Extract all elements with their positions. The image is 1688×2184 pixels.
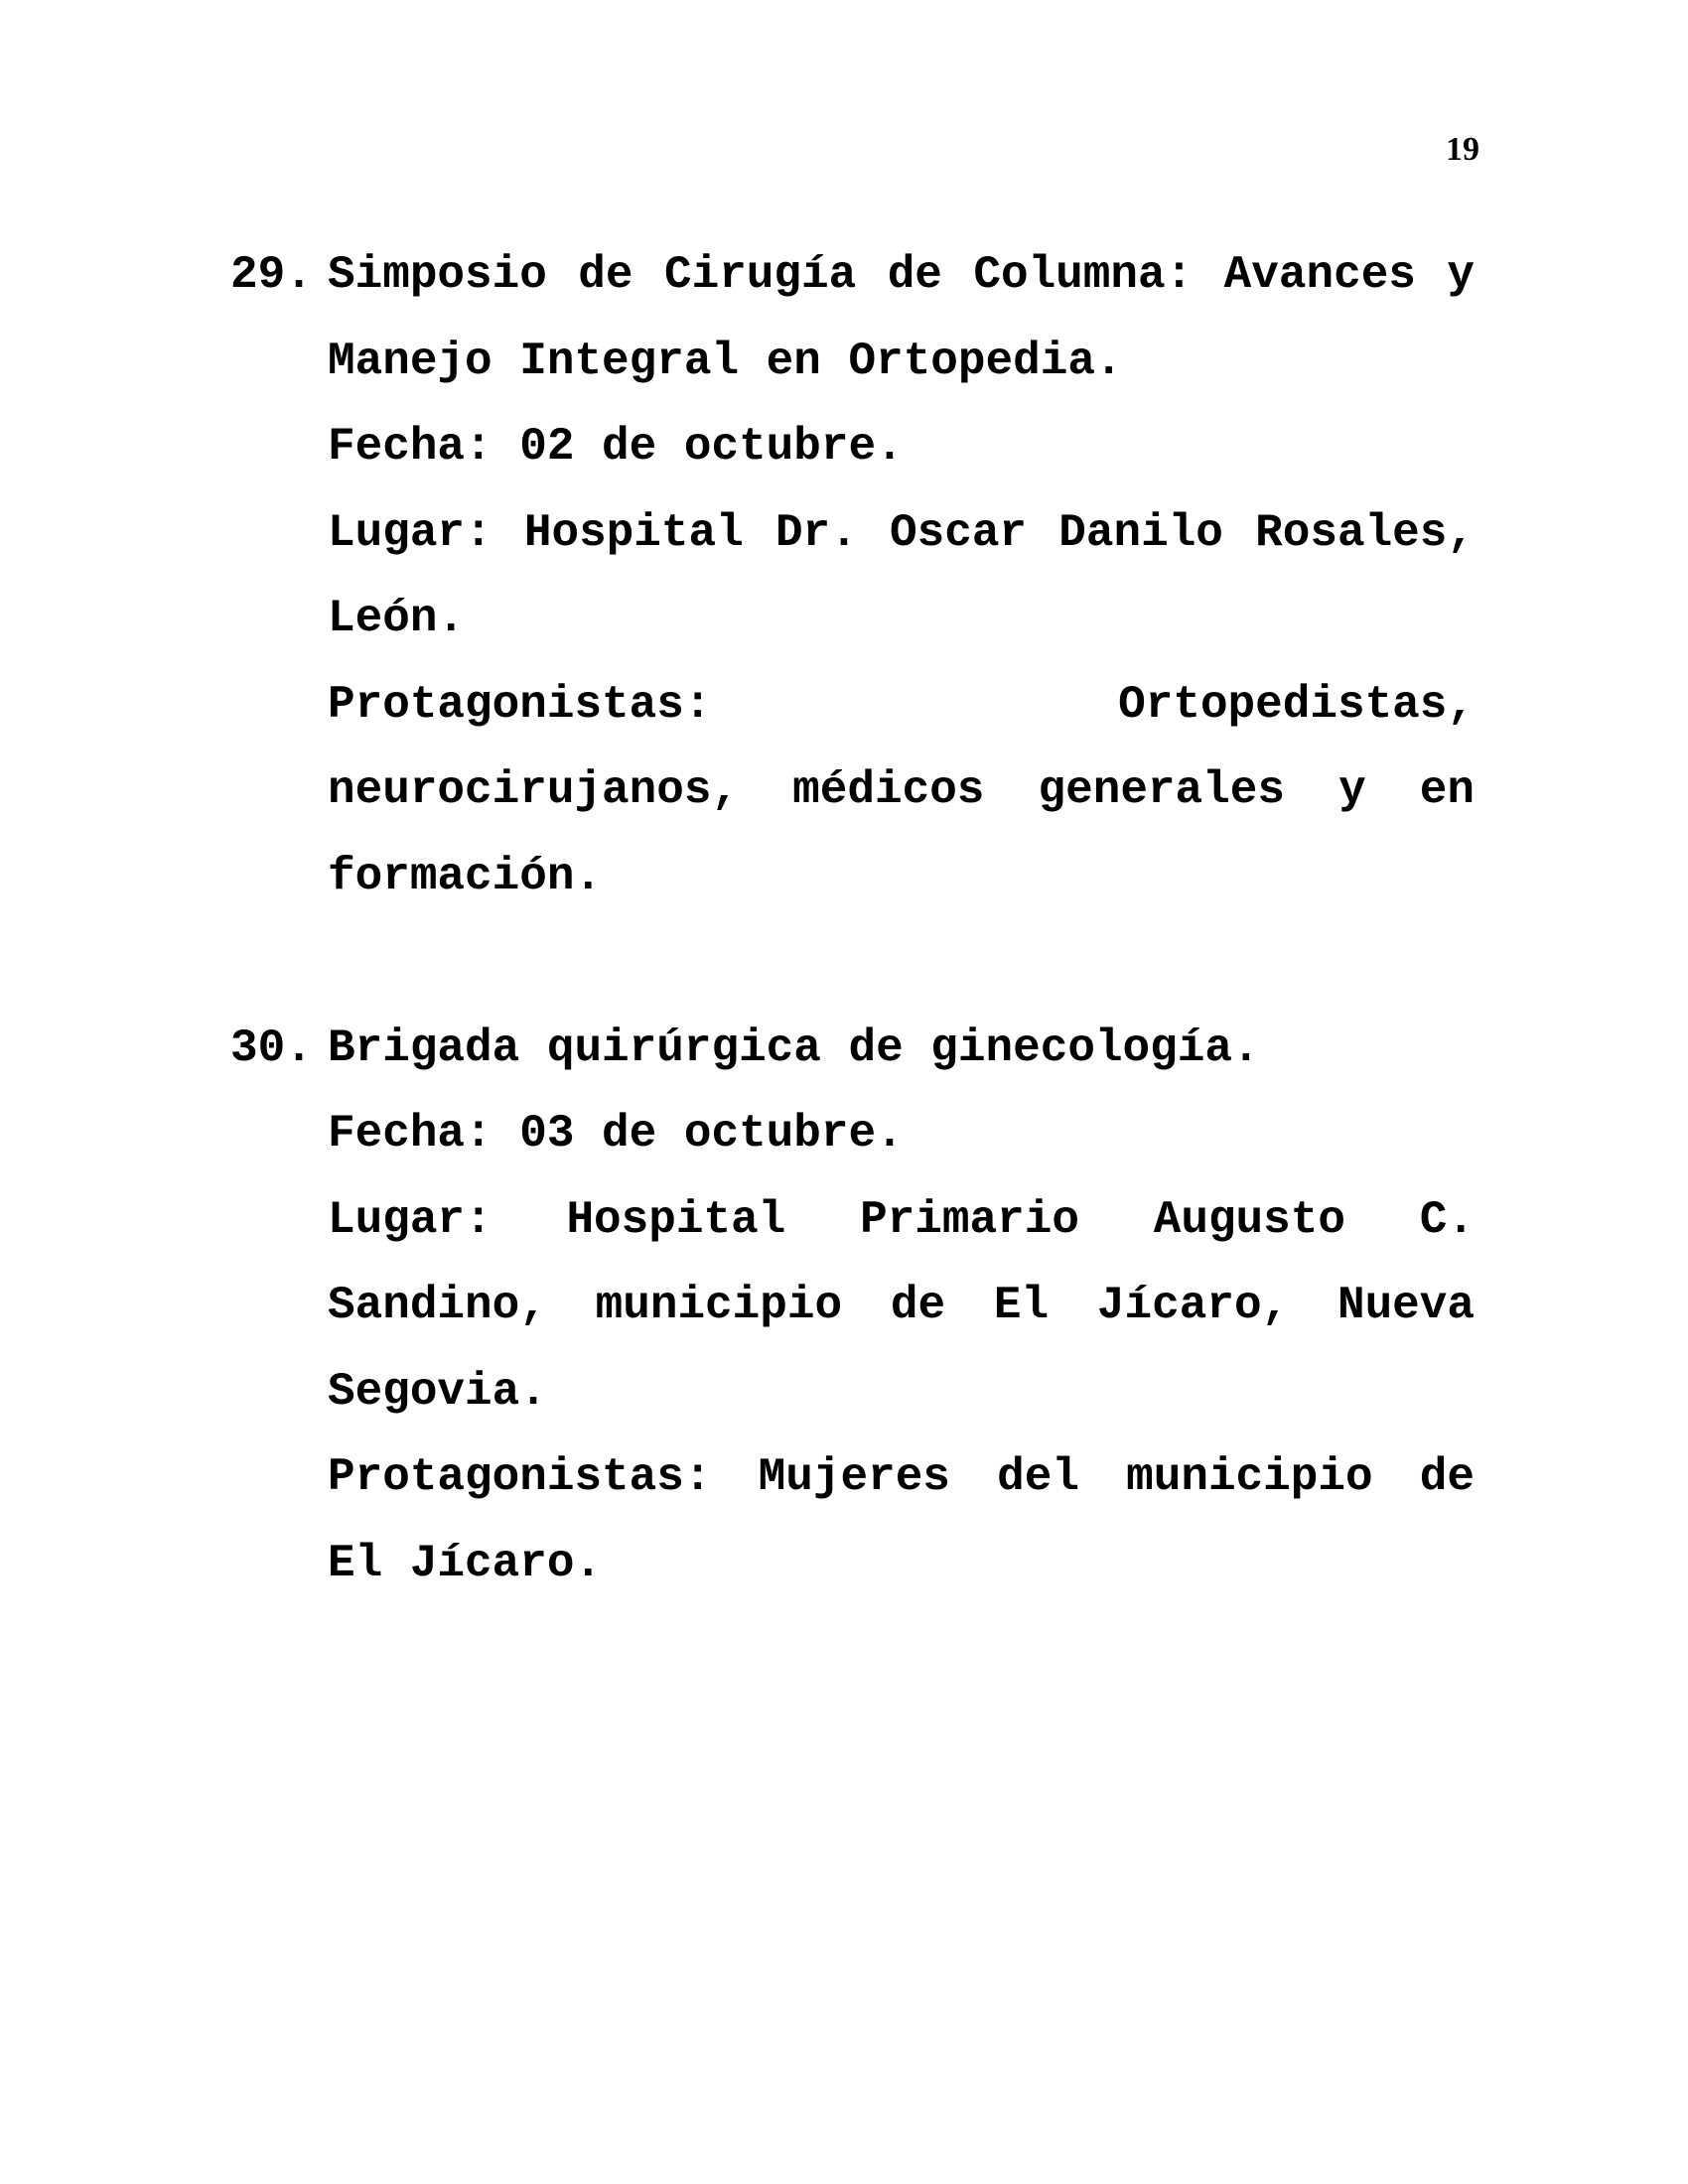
page-number: 19 bbox=[1446, 131, 1479, 168]
event-list bbox=[230, 232, 1475, 1693]
entry-date: Fecha: 02 de octubre. bbox=[328, 421, 904, 473]
event-entry-29 bbox=[230, 232, 1475, 919]
entry-date: Fecha: 03 de octubre. bbox=[328, 1108, 904, 1160]
entry-participants: Protagonistas: Ortopedistas, neurocirujanos, médicos generales y en formación. bbox=[328, 678, 1475, 902]
entry-participants: Protagonistas: Mujeres del municipio de El Jícaro. bbox=[328, 1451, 1475, 1589]
entry-number: 30. bbox=[230, 1022, 313, 1074]
entry-body bbox=[328, 232, 1475, 919]
event-entry-30 bbox=[230, 1006, 1475, 1607]
entry-number: 29. bbox=[230, 249, 313, 301]
entry-place: Lugar: Hospital Dr. Oscar Danilo Rosales, León. bbox=[328, 506, 1475, 644]
entry-body bbox=[328, 1006, 1475, 1607]
entry-title: Simposio de Cirugía de Columna: Avances y Manejo Integral en Ortopedia. bbox=[328, 249, 1475, 387]
entry-place: Lugar: Hospital Primario Augusto C. Sandino, municipio de El Jícaro, Nueva Segovia. bbox=[328, 1193, 1475, 1418]
entry-title: Brigada quirúrgica de ginecología. bbox=[328, 1022, 1260, 1074]
